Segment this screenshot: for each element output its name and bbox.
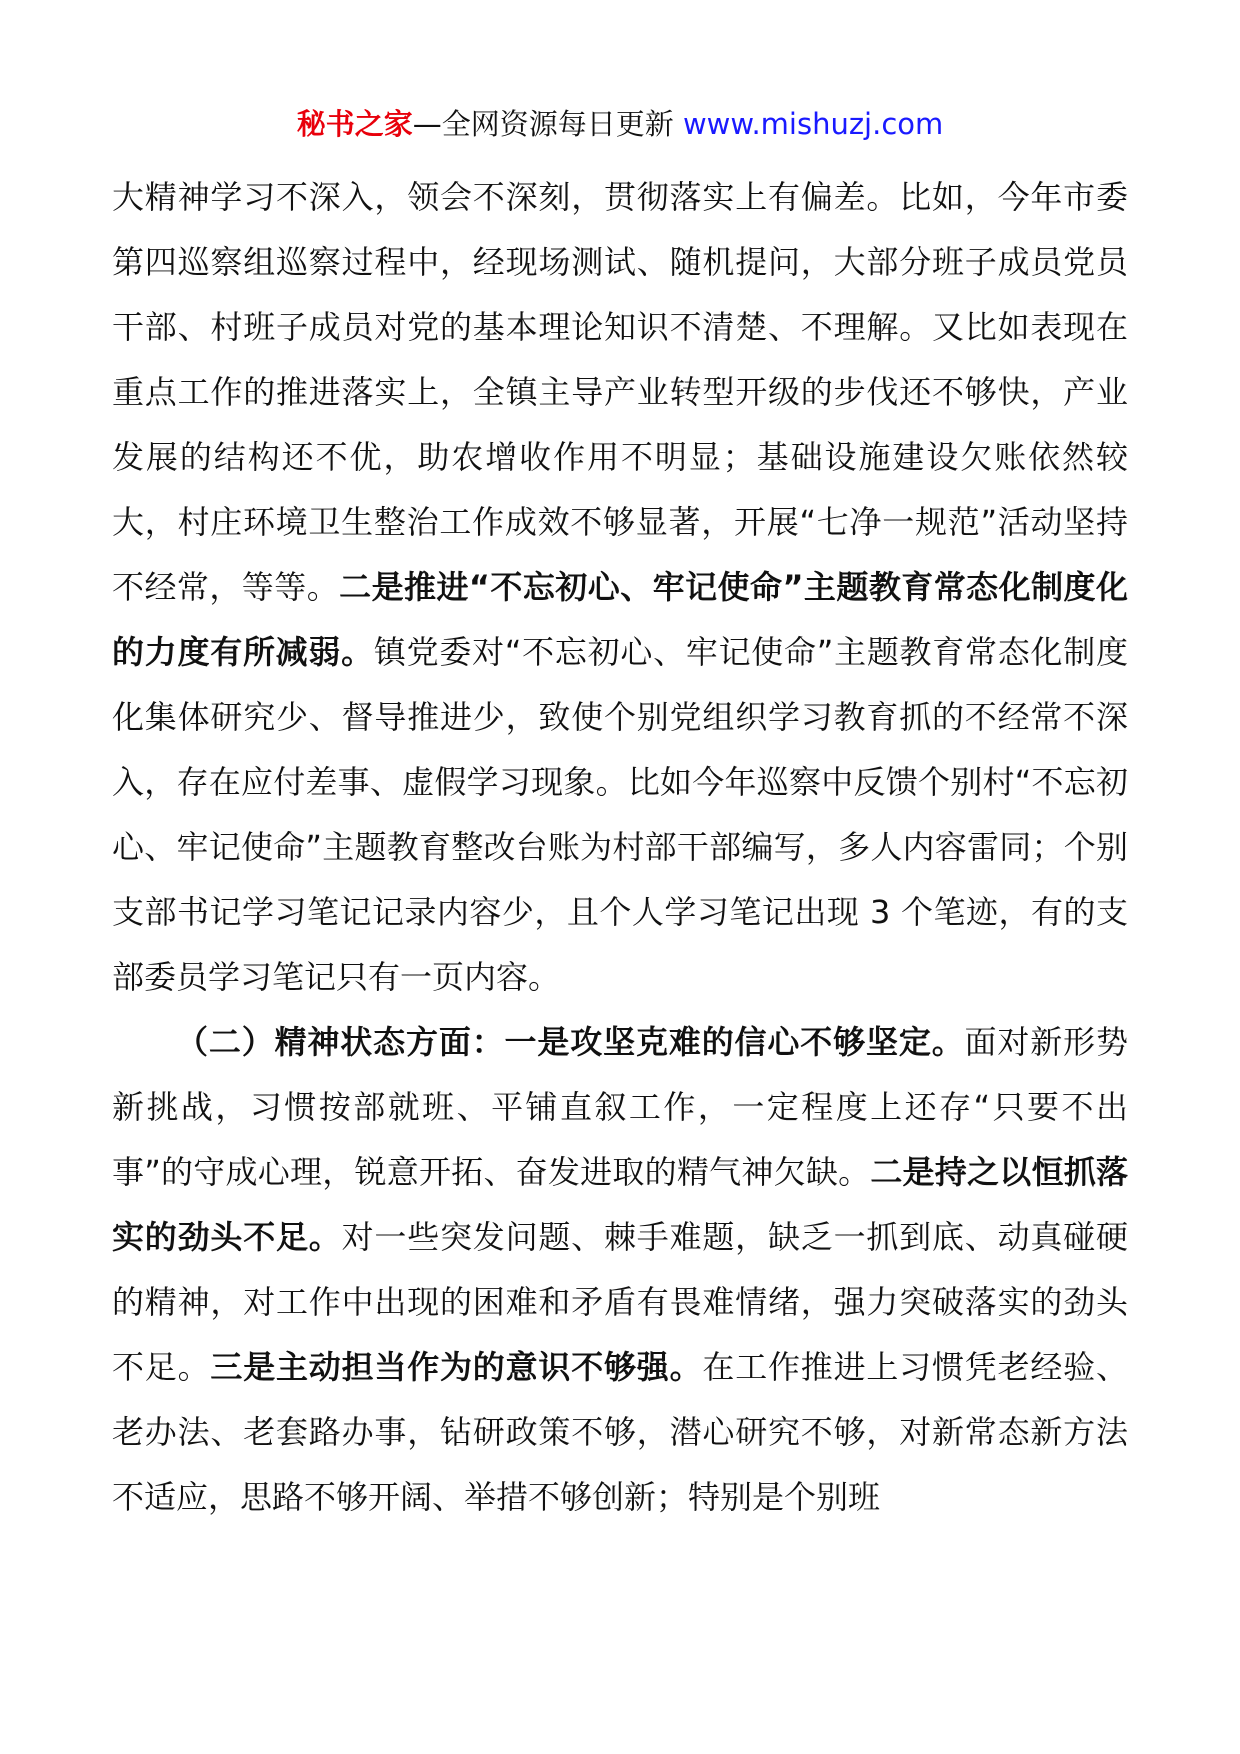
document-body: [112, 165, 1128, 1530]
paragraph-1-bold-1: 二是推进“不忘初心、牢记使命”主题教育常态化制度化的力度有所减弱。: [112, 568, 1128, 671]
paragraph-1: [112, 165, 1128, 1010]
paragraph-2-text-3: 在工作推进上习惯凭老经验、老办法、老套路办事，钻研政策不够，潜心研究不够，对新常态新方法不适应，思路不够开阔、举措不够创新；特别是个别班: [112, 1348, 1128, 1516]
page-header: [0, 104, 1240, 144]
header-url-link[interactable]: www.mishuzj.com: [682, 107, 944, 141]
paragraph-2-text-2: 对一些突发问题、棘手难题，缺乏一抓到底、动真碰硬的精神，对工作中出现的困难和矛盾有畏难情绪，强力突破落实的劲头不足。: [112, 1218, 1128, 1386]
header-tagline: —全网资源每日更新: [412, 107, 683, 141]
paragraph-2-bold-2: 二是持之以恒抓落实的劲头不足。: [112, 1153, 1128, 1256]
paragraph-2: [112, 1010, 1128, 1530]
paragraph-2-bold-3: 三是主动担当作为的意识不够强。: [210, 1348, 703, 1386]
paragraph-1-text-2: 镇党委对“不忘初心、牢记使命”主题教育常态化制度化集体研究少、督导推进少，致使个别党组织学习教育抓的不经常不深入，存在应付差事、虚假学习现象。比如今年巡察中反馈个别村“不忘初心、牢记使命”主题教育整改台账为村部干部编写，多人内容雷同；个别支部书记学习笔记记录内容少，且个人学习笔记出现 3 个笔迹，有的支部委员学习笔记只有一页内容。: [112, 633, 1128, 996]
paragraph-1-text-1: 大精神学习不深入，领会不深刻，贯彻落实上有偏差。比如，今年市委第四巡察组巡察过程中，经现场测试、随机提问，大部分班子成员党员干部、村班子成员对党的基本理论知识不清楚、不理解。又比如表现在重点工作的推进落实上，全镇主导产业转型开级的步伐还不够快，产业发展的结构还不优，助农增收作用不明显；基础设施建设欠账依然较大，村庄环境卫生整治工作成效不够显著，开展“七净一规范”活动坚持不经常，等等。: [112, 178, 1128, 606]
header-brand: 秘书之家: [296, 107, 413, 141]
paragraph-2-text-1: 面对新形势新挑战，习惯按部就班、平铺直叙工作，一定程度上还存“只要不出事”的守成心理，锐意开拓、奋发进取的精气神欠缺。: [112, 1023, 1128, 1191]
paragraph-2-bold-1: （二）精神状态方面：一是攻坚克难的信心不够坚定。: [176, 1023, 965, 1061]
